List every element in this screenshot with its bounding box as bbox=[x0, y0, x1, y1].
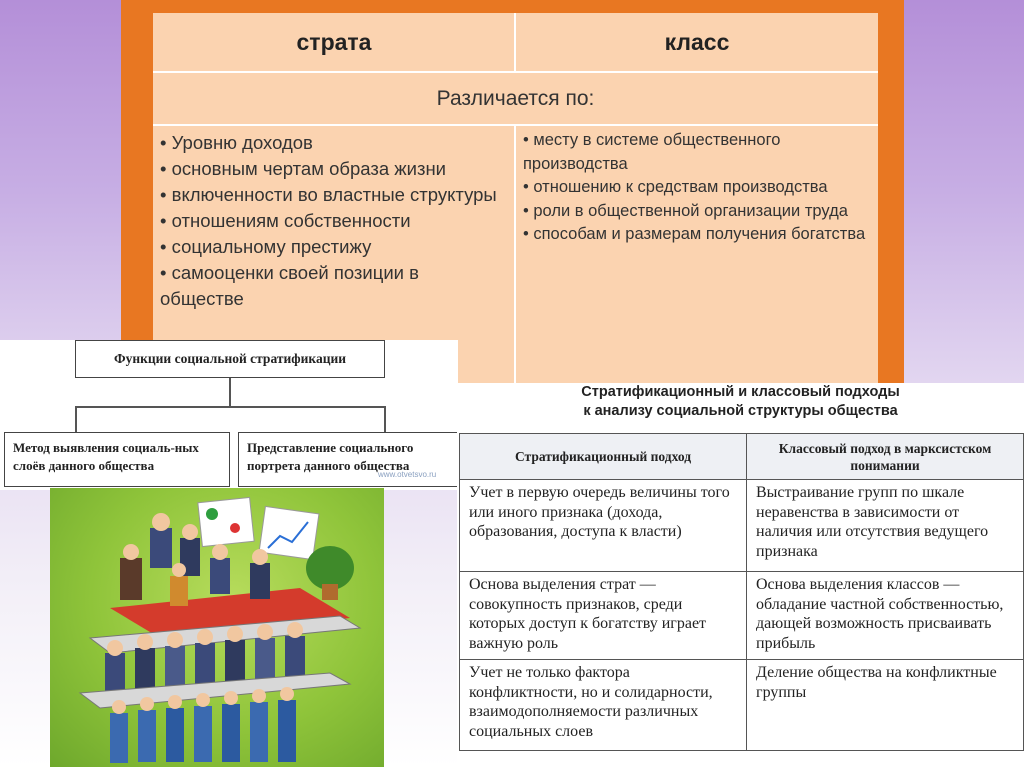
dollar-icon bbox=[206, 508, 218, 520]
title-line: Стратификационный и классовый подходы bbox=[581, 384, 900, 400]
connector bbox=[75, 406, 385, 408]
diagram-box-method: Метод выявления социаль-ных слоёв данного общества bbox=[4, 432, 230, 487]
approaches-table-title bbox=[457, 383, 1024, 421]
connector bbox=[229, 378, 231, 406]
connector bbox=[75, 406, 77, 432]
list-item: • отношению к средствам производства bbox=[523, 178, 828, 196]
list-item: • Уровню доходов bbox=[160, 132, 313, 153]
divider bbox=[514, 126, 516, 383]
approaches-table-panel bbox=[457, 383, 1024, 767]
list-item: • самооценки своей позиции в обществе bbox=[160, 262, 419, 309]
list-item: • месту в системе общественного производства bbox=[523, 131, 781, 173]
list-item: • социальному престижу bbox=[160, 236, 372, 257]
chart-board bbox=[198, 497, 254, 546]
list-item: • основным чертам образа жизни bbox=[160, 158, 446, 179]
chart-board bbox=[259, 506, 319, 559]
header-strata: страта bbox=[296, 28, 372, 55]
social-pyramid-illustration bbox=[50, 488, 384, 767]
list-item: • включенности во властные структуры bbox=[160, 184, 497, 205]
header-stratification: Стратификационный подход bbox=[459, 433, 747, 480]
strata-criteria-list bbox=[160, 130, 500, 312]
list-item: • отношениям собственности bbox=[160, 210, 411, 231]
differs-by-label: Различается по: bbox=[436, 87, 595, 110]
diagram-title: Функции социальной стратификации bbox=[75, 340, 385, 378]
connector bbox=[384, 406, 386, 432]
divider bbox=[514, 13, 516, 71]
chart-mark bbox=[230, 523, 240, 533]
watermark: www.otvetsvo.ru bbox=[378, 470, 437, 479]
table-cell: Основа выделения страт — совокупность признаков, среди которых доступ к богатству играет важную роль bbox=[459, 571, 747, 660]
diagram-box-portrait: Представление социального портрета данного общества bbox=[238, 432, 458, 487]
class-criteria-list bbox=[523, 129, 868, 247]
table-cell: Основа выделения классов — обладание частной собственностью, дающей возможность присваивать прибыль bbox=[746, 571, 1024, 660]
plant-pot bbox=[322, 584, 338, 600]
pyramid-graphic bbox=[50, 488, 384, 767]
table-cell: Учет в первую очередь величины того или иного признака (дохода, образования, доступа к власти) bbox=[459, 479, 747, 572]
plant-leaves bbox=[306, 546, 354, 590]
header-class: класс bbox=[664, 28, 730, 55]
title-line: к анализу социальной структуры общества bbox=[583, 403, 898, 419]
strata-class-table bbox=[153, 13, 878, 383]
header-class-approach: Классовый подход в марксистском понимании bbox=[746, 433, 1024, 480]
list-item: • роли в общественной организации труда bbox=[523, 201, 848, 220]
table-cell: Учет не только фактора конфликтности, но и солидарности, взаимодополняемости различных социальных слоев bbox=[459, 659, 747, 751]
table-cell: Выстраивание групп по шкале неравенства в зависимости от наличия или отсутствия ведущего признака bbox=[746, 479, 1024, 572]
table-cell: Деление общества на конфликтные группы bbox=[746, 659, 1024, 751]
stratification-functions-diagram bbox=[0, 340, 458, 490]
list-item: • способам и размерам получения богатства bbox=[523, 225, 866, 243]
